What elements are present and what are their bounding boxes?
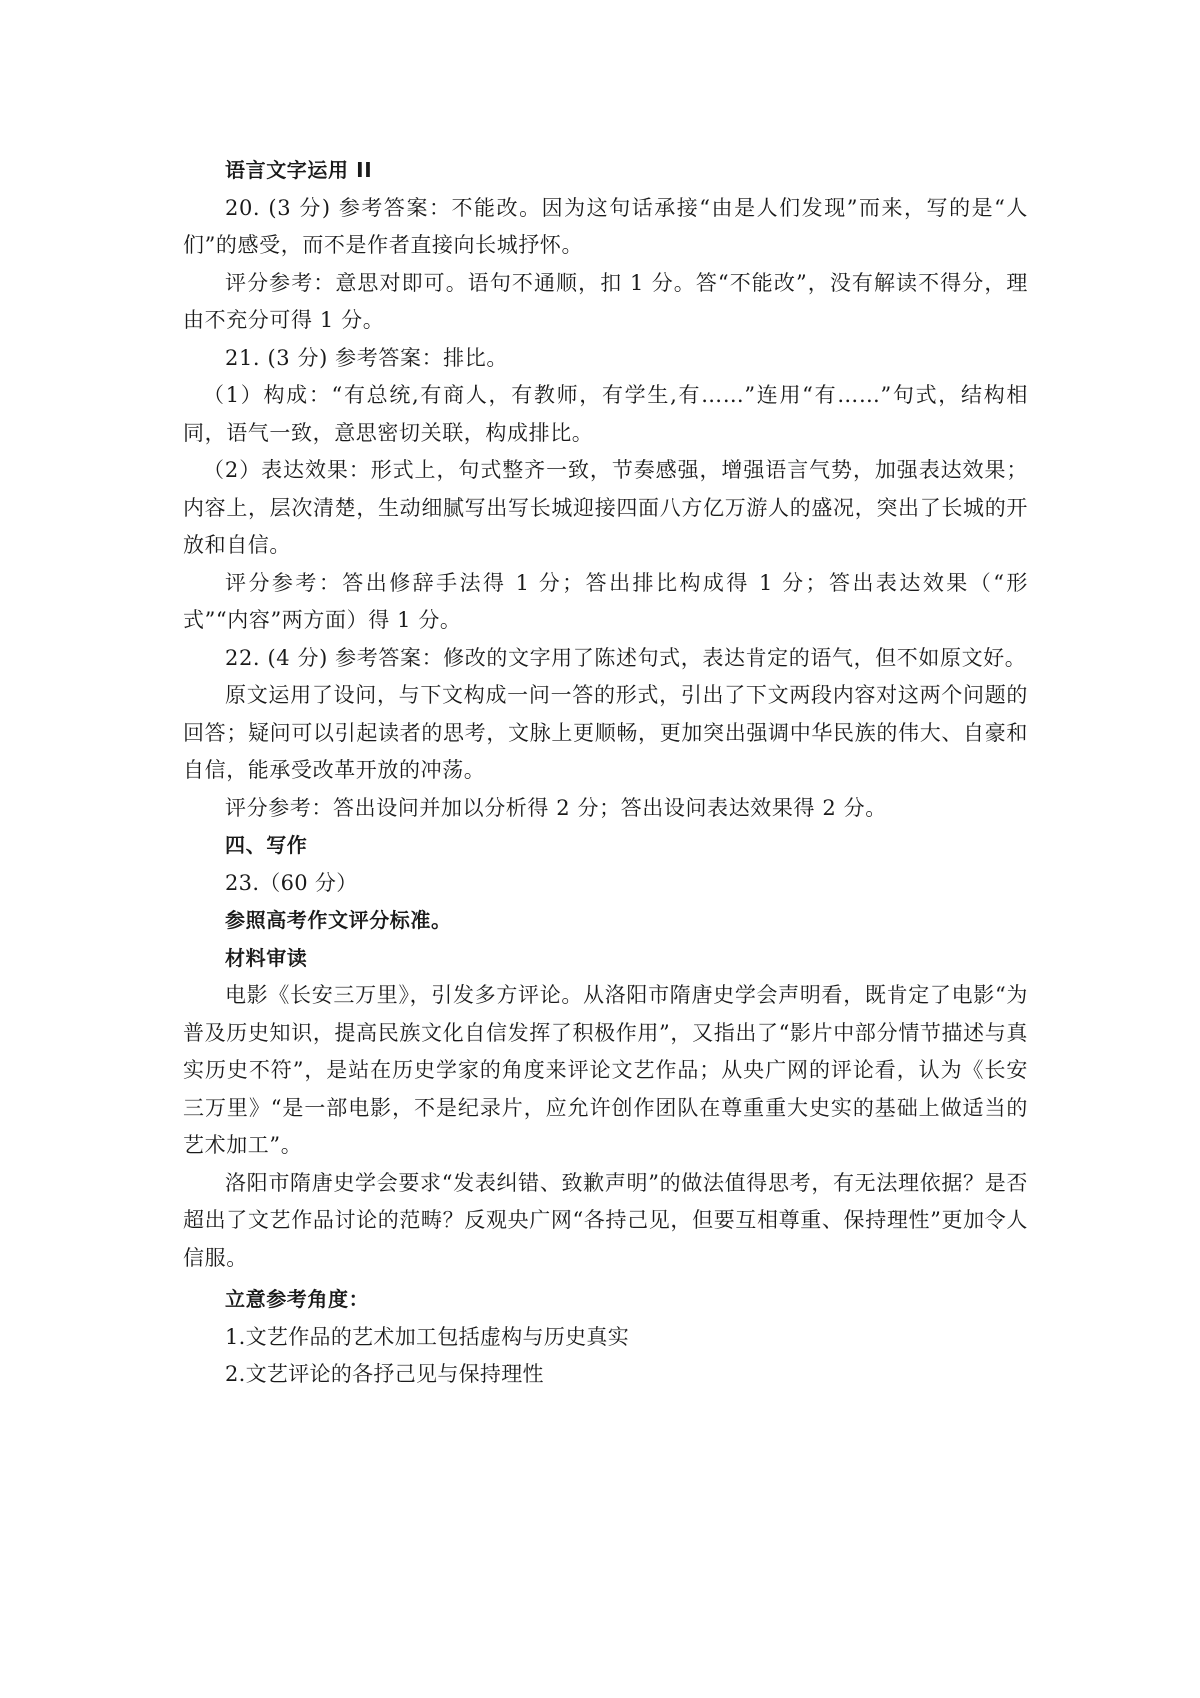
q21-part2: （2）表达效果：形式上，句式整齐一致，节奏感强，增强语言气势，加强表达效果；内容上，层次清楚，生动细腻写出写长城迎接四面八方亿万游人的盛况，突出了长城的开放和自信。 [183, 458, 1028, 557]
angle-item-2: 2.文艺评论的各抒己见与保持理性 [225, 1362, 544, 1386]
q21-part1: （1）构成：“有总统,有商人，有教师，有学生,有……”连用“有……”句式，结构相同，语气一致，意思密切关联，构成排比。 [183, 383, 1028, 445]
section-title: 语言文字运用 II [225, 158, 373, 182]
q20-scoring: 评分参考：意思对即可。语句不通顺，扣 1 分。答“不能改”，没有解读不得分，理由不充分可得 1 分。 [183, 270, 1028, 332]
q22-explanation: 原文运用了设问，与下文构成一问一答的形式，引出了下文两段内容对这两个问题的回答；疑问可以引起读者的思考，文脉上更顺畅，更加突出强调中华民族的伟大、自豪和自信，能承受改革开放的冲荡。 [183, 683, 1028, 782]
q21-answer: 21. (3 分) 参考答案：排比。 [225, 345, 508, 370]
document-page [183, 152, 1028, 1612]
q20-answer: 20. (3 分) 参考答案：不能改。因为这句话承接“由是人们发现”而来，写的是“人们”的感受，而不是作者直接向长城抒怀。 [183, 195, 1028, 257]
scoring-standard: 参照高考作文评分标准。 [225, 908, 452, 932]
material-paragraph-2: 洛阳市隋唐史学会要求“发表纠错、致歉声明”的做法值得思考，有无法理依据？是否超出了文艺作品讨论的范畴？反观央广网“各持己见，但要互相尊重、保持理性”更加令人信服。 [183, 1170, 1028, 1270]
q22-answer: 22. (4 分) 参考答案：修改的文字用了陈述句式，表达肯定的语气，但不如原文好。 [225, 645, 1027, 670]
q21-scoring: 评分参考：答出修辞手法得 1 分；答出排比构成得 1 分；答出表达效果（“形式”“内容”两方面）得 1 分。 [183, 570, 1028, 632]
q22-scoring: 评分参考：答出设问并加以分析得 2 分；答出设问表达效果得 2 分。 [225, 795, 887, 820]
material-title: 材料审读 [225, 945, 308, 970]
angle-title: 立意参考角度： [225, 1287, 370, 1311]
material-paragraph-1: 电影《长安三万里》，引发多方评论。从洛阳市隋唐史学会声明看，既肯定了电影“为普及历史知识，提高民族文化自信发挥了积极作用”，又指出了“影片中部分情节描述与真实历史不符”，是站在历史学家的角度来评论文艺作品；从央广网的评论看，认为《长安三万里》“是一部电影，不是纪录片，应允许创作团队在尊重重大史实的基础上做适当的艺术加工”。 [183, 983, 1028, 1157]
writing-section-title: 四、写作 [225, 833, 308, 857]
angle-item-1: 1.文艺作品的艺术加工包括虚构与历史真实 [225, 1324, 630, 1349]
q23-label: 23.（60 分） [225, 870, 358, 895]
